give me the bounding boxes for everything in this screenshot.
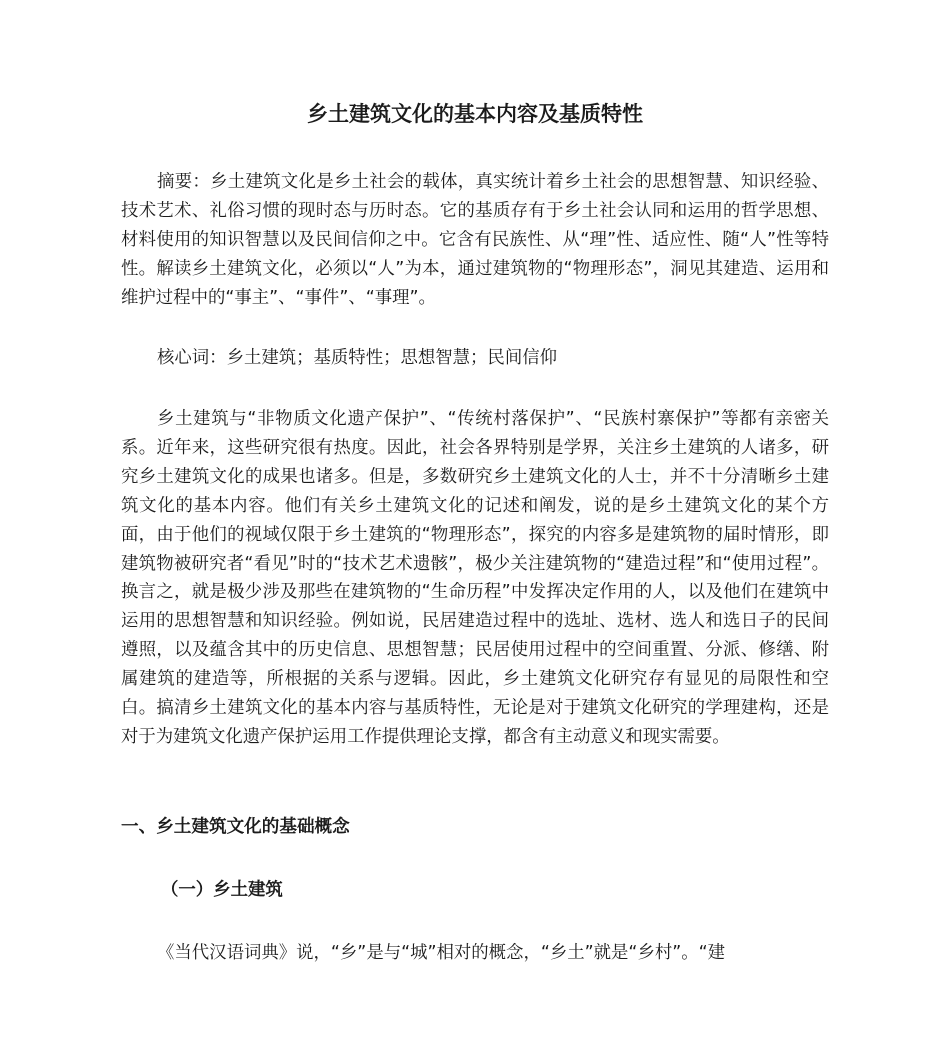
keywords-line: 核心词：乡土建筑；基质特性；思想智慧；民间信仰 (157, 348, 557, 368)
abstract-paragraph: 摘要：乡土建筑文化是乡土社会的载体，真实统计着乡土社会的思想智慧、知识经验、技术艺术、礼俗习惯的现时态与历时态。它的基质存有于乡土社会认同和运用的哲学思想、材料使用的知识智慧以及民间信仰之中。它含有民族性、从“理”性、适应性、随“人”性等特性。解读乡土建筑文化，必须以“人”为本，通过建筑物的“物理形态”，洞见其建造、运用和维护过程中的“事主”、“事件”、“事理”。 (121, 172, 829, 308)
document-title: 乡土建筑文化的基本内容及基质特性 (307, 102, 643, 126)
subsection-heading: （一）乡土建筑 (161, 880, 283, 900)
body-paragraph: 《当代汉语词典》说，“乡”是与“城”相对的概念，“乡土”就是“乡村”。“建 (157, 943, 726, 963)
section-heading: 一、乡土建筑文化的基础概念 (121, 817, 350, 837)
intro-paragraph: 乡土建筑与“非物质文化遗产保护”、“传统村落保护”、“民族村寨保护”等都有亲密关系。近年来，这些研究很有热度。因此，社会各界特别是学界，关注乡土建筑的人诸多，研究乡土建筑文化的成果也诸多。但是，多数研究乡土建筑文化的人士，并不十分清晰乡土建筑文化的基本内容。他们有关乡土建筑文化的记述和阐发，说的是乡土建筑文化的某个方面，由于他们的视域仅限于乡土建筑的“物理形态”，探究的内容多是建筑物的届时情形，即建筑物被研究者“看见”时的“技术艺术遗骸”，极少关注建筑物的“建造过程”和“使用过程”。换言之，就是极少涉及那些在建筑物的“生命历程”中发挥决定作用的人，以及他们在建筑中运用的思想智慧和知识经验。例如说，民居建造过程中的选址、选材、选人和选日子的民间遵照，以及蕴含其中的历史信息、思想智慧；民居使用过程中的空间重置、分派、修缮、附属建筑的建造等，所根据的关系与逻辑。因此，乡土建筑文化研究存有显见的局限性和空白。搞清乡土建筑文化的基本内容与基质特性，无论是对于建筑文化研究的学理建构，还是对于为建筑文化遗产保护运用工作提供理论支撑，都含有主动意义和现实需要。 (121, 409, 829, 747)
